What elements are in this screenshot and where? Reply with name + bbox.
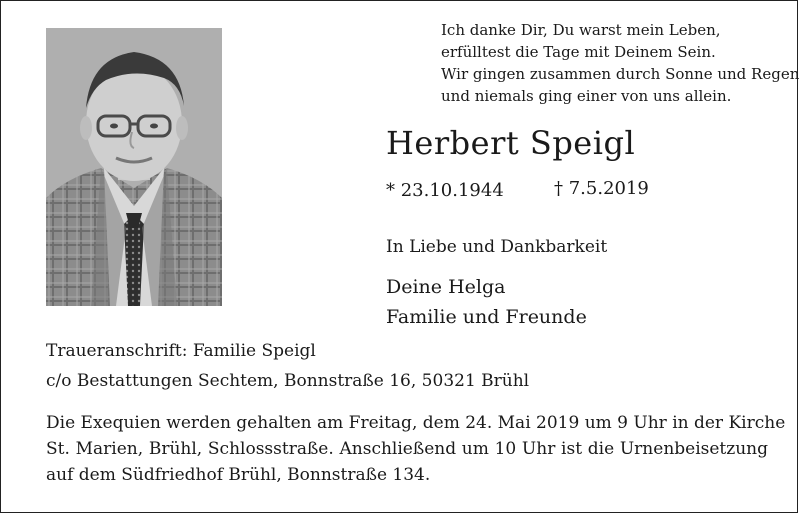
poem-line: erfülltest die Tage mit Deinem Sein. bbox=[441, 43, 716, 61]
poem-line: Ich danke Dir, Du warst mein Leben, bbox=[441, 21, 721, 39]
portrait-photo bbox=[46, 28, 222, 306]
poem-line: Wir gingen zusammen durch Sonne und Regen bbox=[441, 65, 800, 83]
funeral-info-line: Die Exequien werden gehalten am Freitag, dem 24. Mai 2019 um 9 Uhr in der Kirche bbox=[46, 413, 786, 433]
funeral-info-line: auf dem Südfriedhof Brühl, Bonnstraße 134. bbox=[46, 465, 431, 485]
funeral-info-line: St. Marien, Brühl, Schlossstraße. Anschließend um 10 Uhr ist die Urnenbeisetzung bbox=[46, 439, 768, 459]
mourning-address-line-2: c/o Bestattungen Sechtem, Bonnstraße 16, 50321 Brühl bbox=[46, 371, 530, 391]
signature-line-1: Deine Helga bbox=[386, 276, 506, 298]
dedication: In Liebe und Dankbarkeit bbox=[386, 237, 608, 257]
poem bbox=[441, 19, 800, 107]
death-date: † 7.5.2019 bbox=[554, 178, 649, 199]
mourning-address-line-1: Traueranschrift: Familie Speigl bbox=[46, 341, 316, 361]
birth-date: * 23.10.1944 bbox=[386, 180, 504, 201]
deceased-name: Herbert Speigl bbox=[386, 124, 636, 162]
funeral-info bbox=[46, 410, 786, 488]
poem-line: und niemals ging einer von uns allein. bbox=[441, 87, 732, 105]
signature-line-2: Familie und Freunde bbox=[386, 306, 587, 328]
